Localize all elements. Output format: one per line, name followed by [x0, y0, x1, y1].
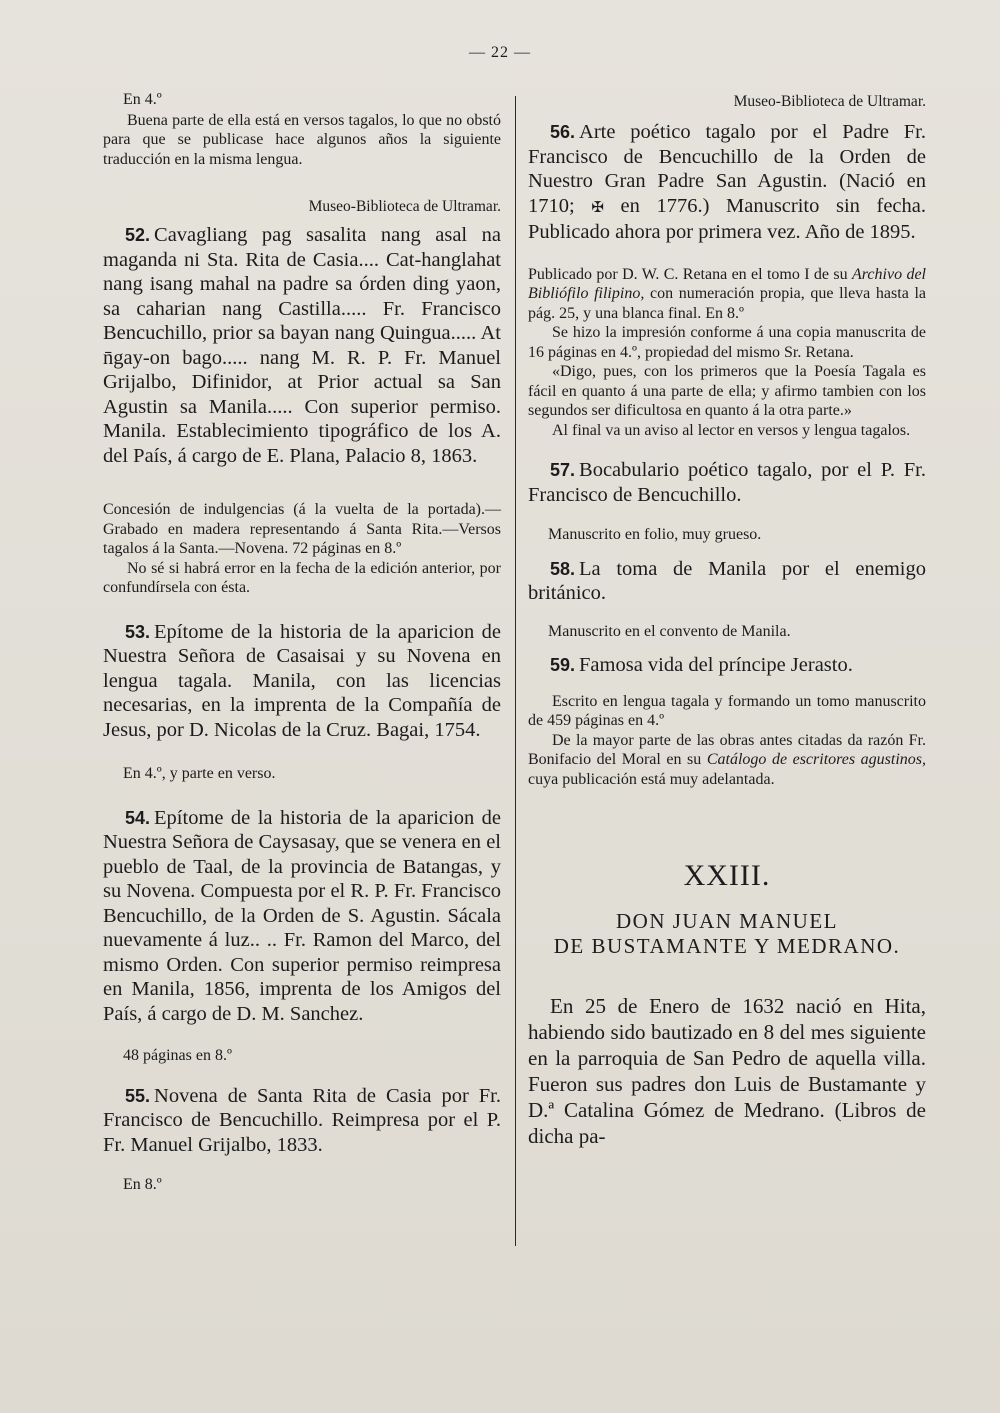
format-note: En 4.º [123, 91, 162, 108]
entry-56 [528, 120, 926, 245]
entry-55-note: En 8.º [123, 1176, 162, 1193]
entry-number: 57. [550, 460, 576, 480]
biography-paragraph: En 25 de Enero de 1632 nació en Hita, habiendo sido bautizado en 8 del mes siguiente en la parroquia de San Pedro de aquella villa. Fueron sus padres don Luis de Bustamante y D.ª Catalina Gómez de Medrano. (Libros de dicha pa- [528, 994, 926, 1148]
location-note: Museo-Biblioteca de Ultramar. [733, 93, 926, 110]
journal-title: Archivo del Bibliófilo filipino, [528, 265, 926, 302]
entry-title-cont: en 1776.) Manuscrito sin fecha. Publicado ahora por primera vez. Año de 1895. [528, 194, 927, 243]
column-divider [515, 96, 516, 1246]
right-column [528, 84, 926, 1149]
cross-icon: ✠ [591, 199, 604, 216]
entry-53-note: En 4.º, y parte en verso. [123, 765, 276, 782]
entry-number: 53. [125, 621, 151, 642]
entry-58 [528, 557, 926, 606]
note-text: De la mayor parte de las obras antes citadas da razón Fr. Bonifacio del Moral en su [528, 731, 926, 768]
entry-52-note: Concesión de indulgencias (á la vuelta de la portada).—Grabado en madera representando á Santa Rita.—Versos tagalos á la Santa.—Novena. 72 páginas en 8.º [103, 501, 501, 557]
page-number: — 22 — [469, 44, 531, 61]
person-name-line: DON JUAN MANUEL [616, 909, 838, 933]
entry-56-note: Al final va un aviso al lector en versos y lengua tagalos. [552, 421, 911, 439]
entry-number: 52. [125, 225, 151, 245]
catalog-title: Catálogo de escritores agustinos, [706, 751, 926, 768]
entry-55 [103, 1084, 501, 1158]
entry-title: Famosa vida del príncipe Jerasto. [579, 654, 853, 676]
entry-58-note: Manuscrito en el convento de Manila. [548, 622, 791, 640]
entry-number: 58. [550, 558, 576, 579]
entry-59-note: Escrito en lengua tagala y formando un tomo manuscrito de 459 páginas en 4.º [528, 692, 926, 729]
person-name-line: DE BUSTAMANTE Y MEDRANO. [553, 934, 901, 958]
entry-number: 55. [125, 1085, 151, 1106]
entry-title: Epítome de la historia de la aparicion de Nuestra Señora de Casaisai y su Novena en lengua tagala. Manila, con las licencias necesarias, en la imprenta de la Compañía de Jesus, por D. Nicolas de la Cruz. Bagai, 1754. [103, 620, 501, 741]
entry-57 [528, 458, 926, 507]
entry-59 [528, 653, 926, 678]
entry-56-note [528, 265, 926, 324]
entry-53 [103, 620, 501, 743]
entry-title: Epítome de la historia de la aparicion de Nuestra Señora de Caysasay, que se venera en el pueblo de Taal, de la provincia de Batangas, y su Novena. Compuesta por el R. P. Fr. Francisco Bencuchillo, de la Orden de S. Agustin. Sácala nuevamente á luz.. .. Fr. Ramon del Marco, del mismo Orden. Con superior permiso reimpresa en Manila, 1856, imprenta de los Amigos del País, á cargo de D. M. Sanchez. [103, 806, 501, 1025]
entry-title: Arte poético tagalo por el Padre Fr. Francisco de Bencuchillo de la Orden de Nuestro Gran Padre San Agustin. (Nació en 1710; [528, 121, 926, 217]
entry-title: Novena de Santa Rita de Casia por Fr. Francisco de Bencuchillo. Reimpresa por el P. Fr. Manuel Grijalbo, 1833. [103, 1084, 501, 1156]
entry-number: 56. [550, 122, 576, 142]
chapter-heading: XXIII. [683, 859, 771, 892]
entry-54-note: 48 páginas en 8.º [123, 1047, 232, 1064]
entry-52-note: No sé si habrá error en la fecha de la edición anterior, por confundírsela con ésta. [103, 559, 501, 596]
entry-59-note [528, 731, 926, 790]
entry-56-note: Se hizo la impresión conforme á una copia manuscrita de 16 páginas en 4.º, propiedad del mismo Sr. Retana. [528, 324, 926, 361]
description-note: Buena parte de ella está en versos tagalos, lo que no obstó para que se publicase hace algunos años la siguiente traducción en la misma lengua. [103, 111, 501, 168]
entry-54 [103, 806, 501, 1027]
left-column [103, 84, 501, 1195]
entry-52 [103, 223, 501, 468]
entry-number: 54. [125, 807, 151, 828]
entry-title: Bocabulario poético tagalo, por el P. Fr. Francisco de Bencuchillo. [528, 459, 926, 506]
note-text: con numeración propia, que lleva hasta la pág. 25, y una blanca final. En 8.º [528, 285, 926, 322]
note-text: cuya publicación está muy adelantada. [528, 770, 775, 788]
entry-57-note: Manuscrito en folio, muy grueso. [548, 526, 762, 543]
entry-56-quote: «Digo, pues, con los primeros que la Poesía Tagala es fácil en quanto á una parte de ella; y afirmo tambien con los segundos ser dificultosa en quanto á la otra parte.» [528, 363, 926, 419]
note-text: Publicado por D. W. C. Retana en el tomo I de su [528, 265, 853, 283]
entry-number: 59. [550, 655, 576, 675]
entry-title: Cavagliang pag sasalita nang asal na maganda ni Sta. Rita de Casia.... Cat-hanglahat nang isang mahal na padre sa órden ding yaon, sa caharian nang Castilla..... Fr. Francisco Bencuchillo, prior sa bayan nang Quingua..... At n̄gay-on bago..... nang M. R. P. Fr. Manuel Grijalbo, Difinidor, at Prior actual sa San Agustin sa Manila..... Con superior permiso. Manila. Establecimiento tipográfico de los A. del País, á cargo de E. Plana, Palacio 8, 1863. [103, 224, 501, 467]
entry-title: La toma de Manila por el enemigo británico. [528, 557, 926, 604]
location-note: Museo-Biblioteca de Ultramar. [308, 198, 501, 215]
